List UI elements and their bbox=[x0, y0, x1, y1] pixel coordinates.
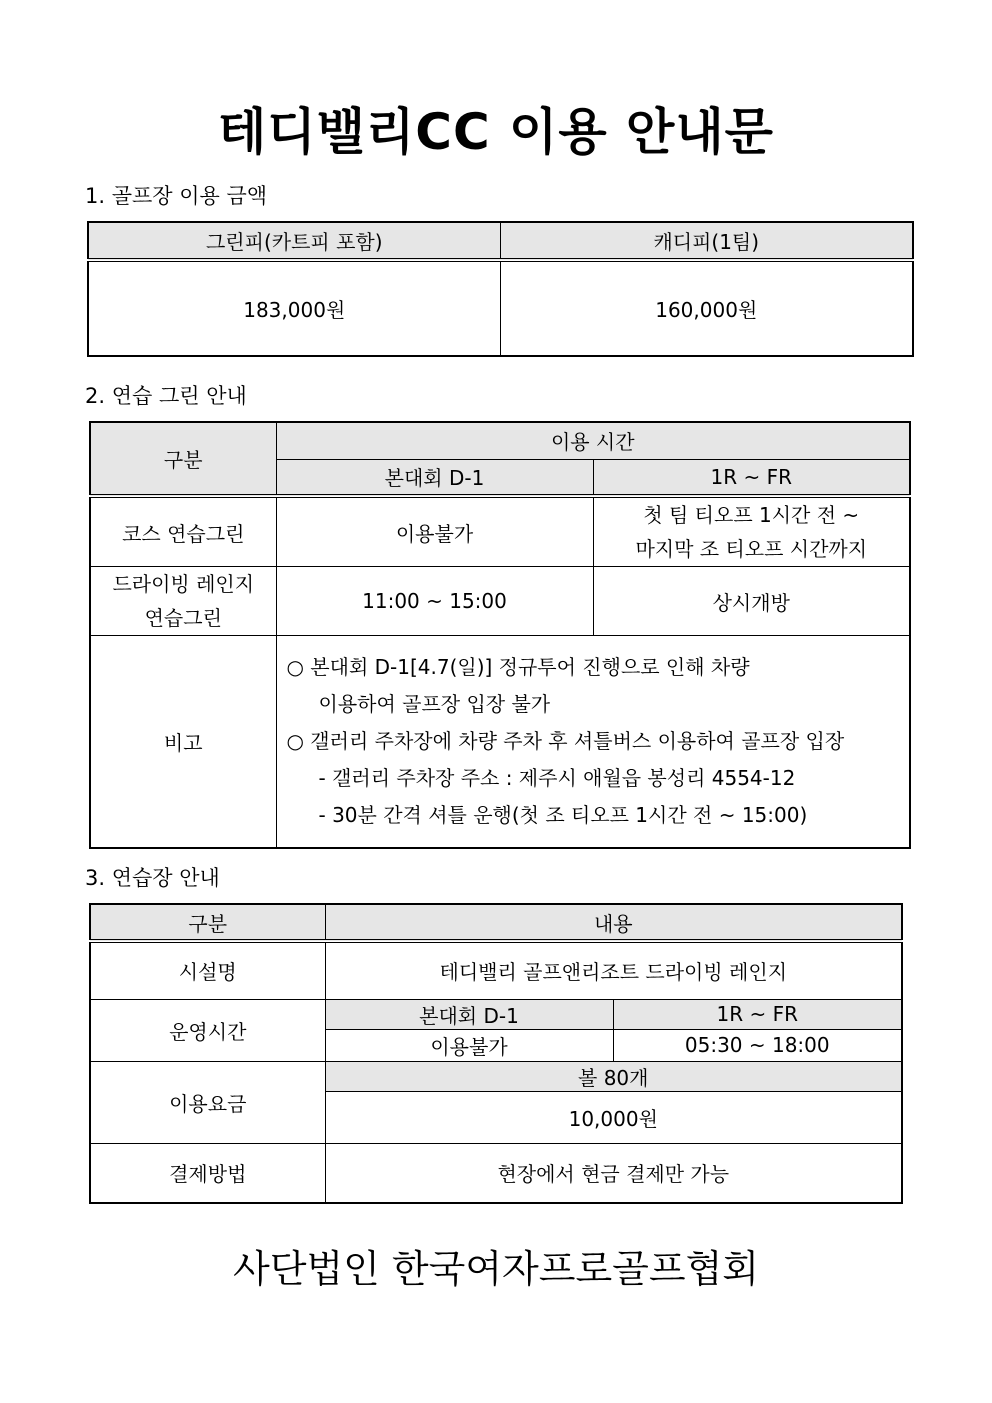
green-fee-table bbox=[87, 221, 914, 357]
label-line-2: 연습그린 bbox=[144, 606, 222, 630]
driving-range-green-d1: 11:00 ~ 15:00 bbox=[276, 567, 593, 636]
category-header: 구분 bbox=[90, 422, 276, 496]
fr-header: 1R ~ FR bbox=[593, 459, 910, 496]
payment-value: 현장에서 현금 결제만 가능 bbox=[325, 1143, 902, 1203]
d1-header: 본대회 D-1 bbox=[276, 459, 593, 496]
green-fee-header: 그린피(카트피 포함) bbox=[88, 222, 500, 260]
category-header: 구분 bbox=[90, 904, 325, 941]
fee-label: 이용요금 bbox=[90, 1061, 325, 1143]
content-header: 내용 bbox=[325, 904, 902, 941]
green-fee-value: 183,000원 bbox=[88, 260, 500, 356]
usage-time-header: 이용 시간 bbox=[276, 422, 910, 459]
driving-range-table bbox=[89, 903, 903, 1204]
note-label: 비고 bbox=[90, 636, 276, 848]
hours-d1-value: 이용불가 bbox=[325, 1029, 613, 1061]
hours-fr-header: 1R ~ FR bbox=[613, 999, 902, 1029]
hours-label: 운영시간 bbox=[90, 999, 325, 1061]
section-3-heading: 3. 연습장 안내 bbox=[85, 866, 220, 890]
payment-label: 결제방법 bbox=[90, 1143, 325, 1203]
course-practice-green-d1: 이용불가 bbox=[276, 496, 593, 567]
page-title: 테디밸리CC 이용 안내문 bbox=[218, 103, 774, 161]
facility-label: 시설명 bbox=[90, 941, 325, 999]
caddie-fee-header: 캐디피(1팀) bbox=[500, 222, 913, 260]
fr-line-2: 마지막 조 티오프 시간까지 bbox=[635, 537, 868, 561]
facility-value: 테디밸리 골프앤리조트 드라이빙 레인지 bbox=[325, 941, 902, 999]
section-1-heading: 1. 골프장 이용 금액 bbox=[85, 184, 268, 208]
note-content bbox=[276, 636, 910, 848]
note-line-3: ○ 갤러리 주차장에 차량 주차 후 셔틀버스 이용하여 골프장 입장 bbox=[286, 728, 845, 753]
hours-fr-value: 05:30 ~ 18:00 bbox=[613, 1029, 902, 1061]
hours-d1-header: 본대회 D-1 bbox=[325, 999, 613, 1029]
caddie-fee-value: 160,000원 bbox=[500, 260, 913, 356]
note-line-2: 이용하여 골프장 입장 불가 bbox=[318, 691, 551, 716]
fee-value: 10,000원 bbox=[325, 1091, 902, 1143]
note-line-4: - 갤러리 주차장 주소 : 제주시 애월읍 봉성리 4554-12 bbox=[318, 765, 796, 790]
label-line-1: 드라이빙 레인지 bbox=[112, 572, 255, 596]
fr-line-1: 첫 팀 티오프 1시간 전 ~ bbox=[643, 503, 860, 527]
driving-range-green-label bbox=[90, 567, 276, 636]
driving-range-green-fr: 상시개방 bbox=[593, 567, 910, 636]
footer-organization: 사단법인 한국여자프로골프협회 bbox=[233, 1247, 759, 1291]
course-practice-green-fr bbox=[593, 496, 910, 567]
note-line-5: - 30분 간격 셔틀 운행(첫 조 티오프 1시간 전 ~ 15:00) bbox=[318, 802, 808, 827]
fee-unit: 볼 80개 bbox=[325, 1061, 902, 1091]
course-practice-green-label: 코스 연습그린 bbox=[90, 496, 276, 567]
section-2-heading: 2. 연습 그린 안내 bbox=[85, 384, 247, 408]
note-line-1: ○ 본대회 D-1[4.7(일)] 정규투어 진행으로 인해 차량 bbox=[286, 654, 750, 679]
practice-green-table bbox=[89, 421, 911, 849]
